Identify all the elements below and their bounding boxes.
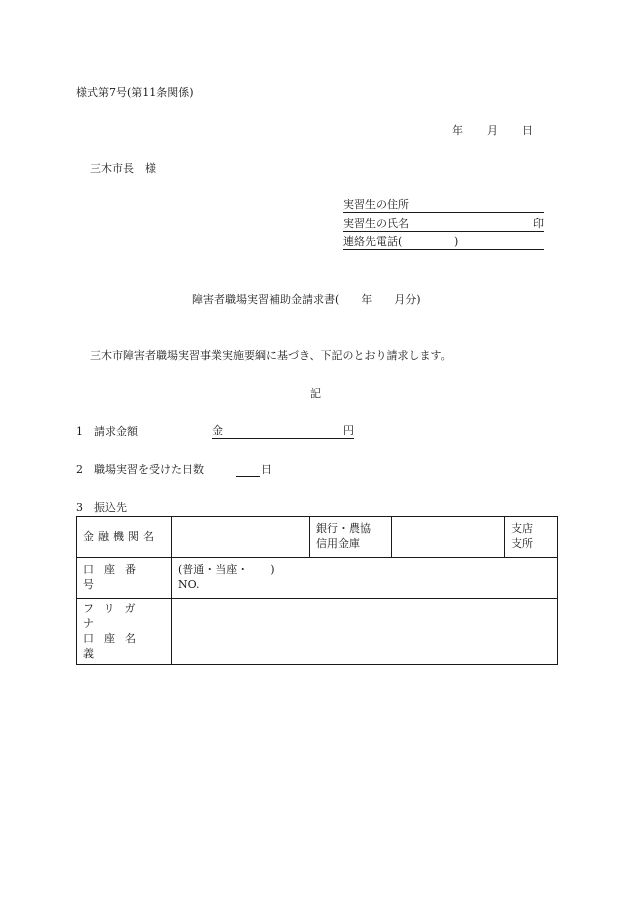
- branch-type-cell: [505, 517, 558, 558]
- applicant-name-line: [343, 217, 544, 232]
- bank-info-table: [76, 516, 558, 665]
- ki-heading: 記: [310, 387, 321, 400]
- applicant-phone-close: ): [454, 235, 459, 248]
- item-amount-number: 1: [76, 425, 83, 438]
- item-days-label: 職場実習を受けた日数: [94, 463, 204, 476]
- amount-unit: 円: [343, 424, 354, 437]
- date-day: 日: [522, 124, 533, 137]
- bank-types-line1: 銀行・農協: [316, 522, 371, 536]
- amount-line: [212, 424, 354, 439]
- account-holder-label: 口座名義: [83, 631, 146, 660]
- furigana-label: フリガナ: [83, 602, 146, 630]
- account-no-label: NO.: [178, 578, 200, 591]
- seal-mark: 印: [533, 217, 544, 230]
- addressee: 三木市長 様: [90, 162, 156, 175]
- document-title: 障害者職場実習補助金請求書( 年 月分): [192, 293, 421, 306]
- institution-name-cell: [172, 517, 310, 558]
- holder-labels-cell: [77, 599, 172, 665]
- days-unit: 日: [261, 463, 272, 476]
- institution-label: 金融機関名: [77, 517, 172, 558]
- bank-row-account-number: [77, 558, 558, 599]
- date-year: 年: [452, 124, 463, 137]
- applicant-address-line: [343, 198, 544, 213]
- item-amount-label: 請求金額: [94, 425, 138, 438]
- bank-types-cell: [310, 517, 392, 558]
- bank-types-line2: 信用金庫: [316, 537, 360, 550]
- account-holder-cell: [172, 599, 558, 665]
- account-number-label: 口座番号: [77, 558, 172, 599]
- date-month: 月: [487, 124, 498, 137]
- account-number-cell: [172, 558, 558, 599]
- item-transfer-number: 3: [76, 501, 83, 514]
- branch-type-line2: 支所: [511, 537, 533, 550]
- applicant-phone-line: [343, 235, 544, 250]
- item-transfer-label: 振込先: [94, 501, 127, 514]
- account-type-options: (普通・当座・ ): [178, 563, 275, 577]
- branch-type-line1: 支店: [511, 522, 533, 536]
- bank-row-account-holder: [77, 599, 558, 665]
- days-blank-line: [236, 463, 260, 477]
- branch-name-cell: [392, 517, 505, 558]
- bank-row-institution: [77, 517, 558, 558]
- amount-prefix: 金: [212, 424, 223, 437]
- applicant-name-label: 実習生の氏名: [343, 217, 409, 230]
- applicant-address-label: 実習生の住所: [343, 198, 409, 211]
- applicant-phone-label: 連絡先電話(: [343, 235, 403, 248]
- form-number: 様式第7号(第11条関係): [76, 86, 194, 99]
- intro-text: 三木市障害者職場実習事業実施要綱に基づき、下記のとおり請求します。: [90, 349, 452, 362]
- item-days-number: 2: [76, 463, 83, 476]
